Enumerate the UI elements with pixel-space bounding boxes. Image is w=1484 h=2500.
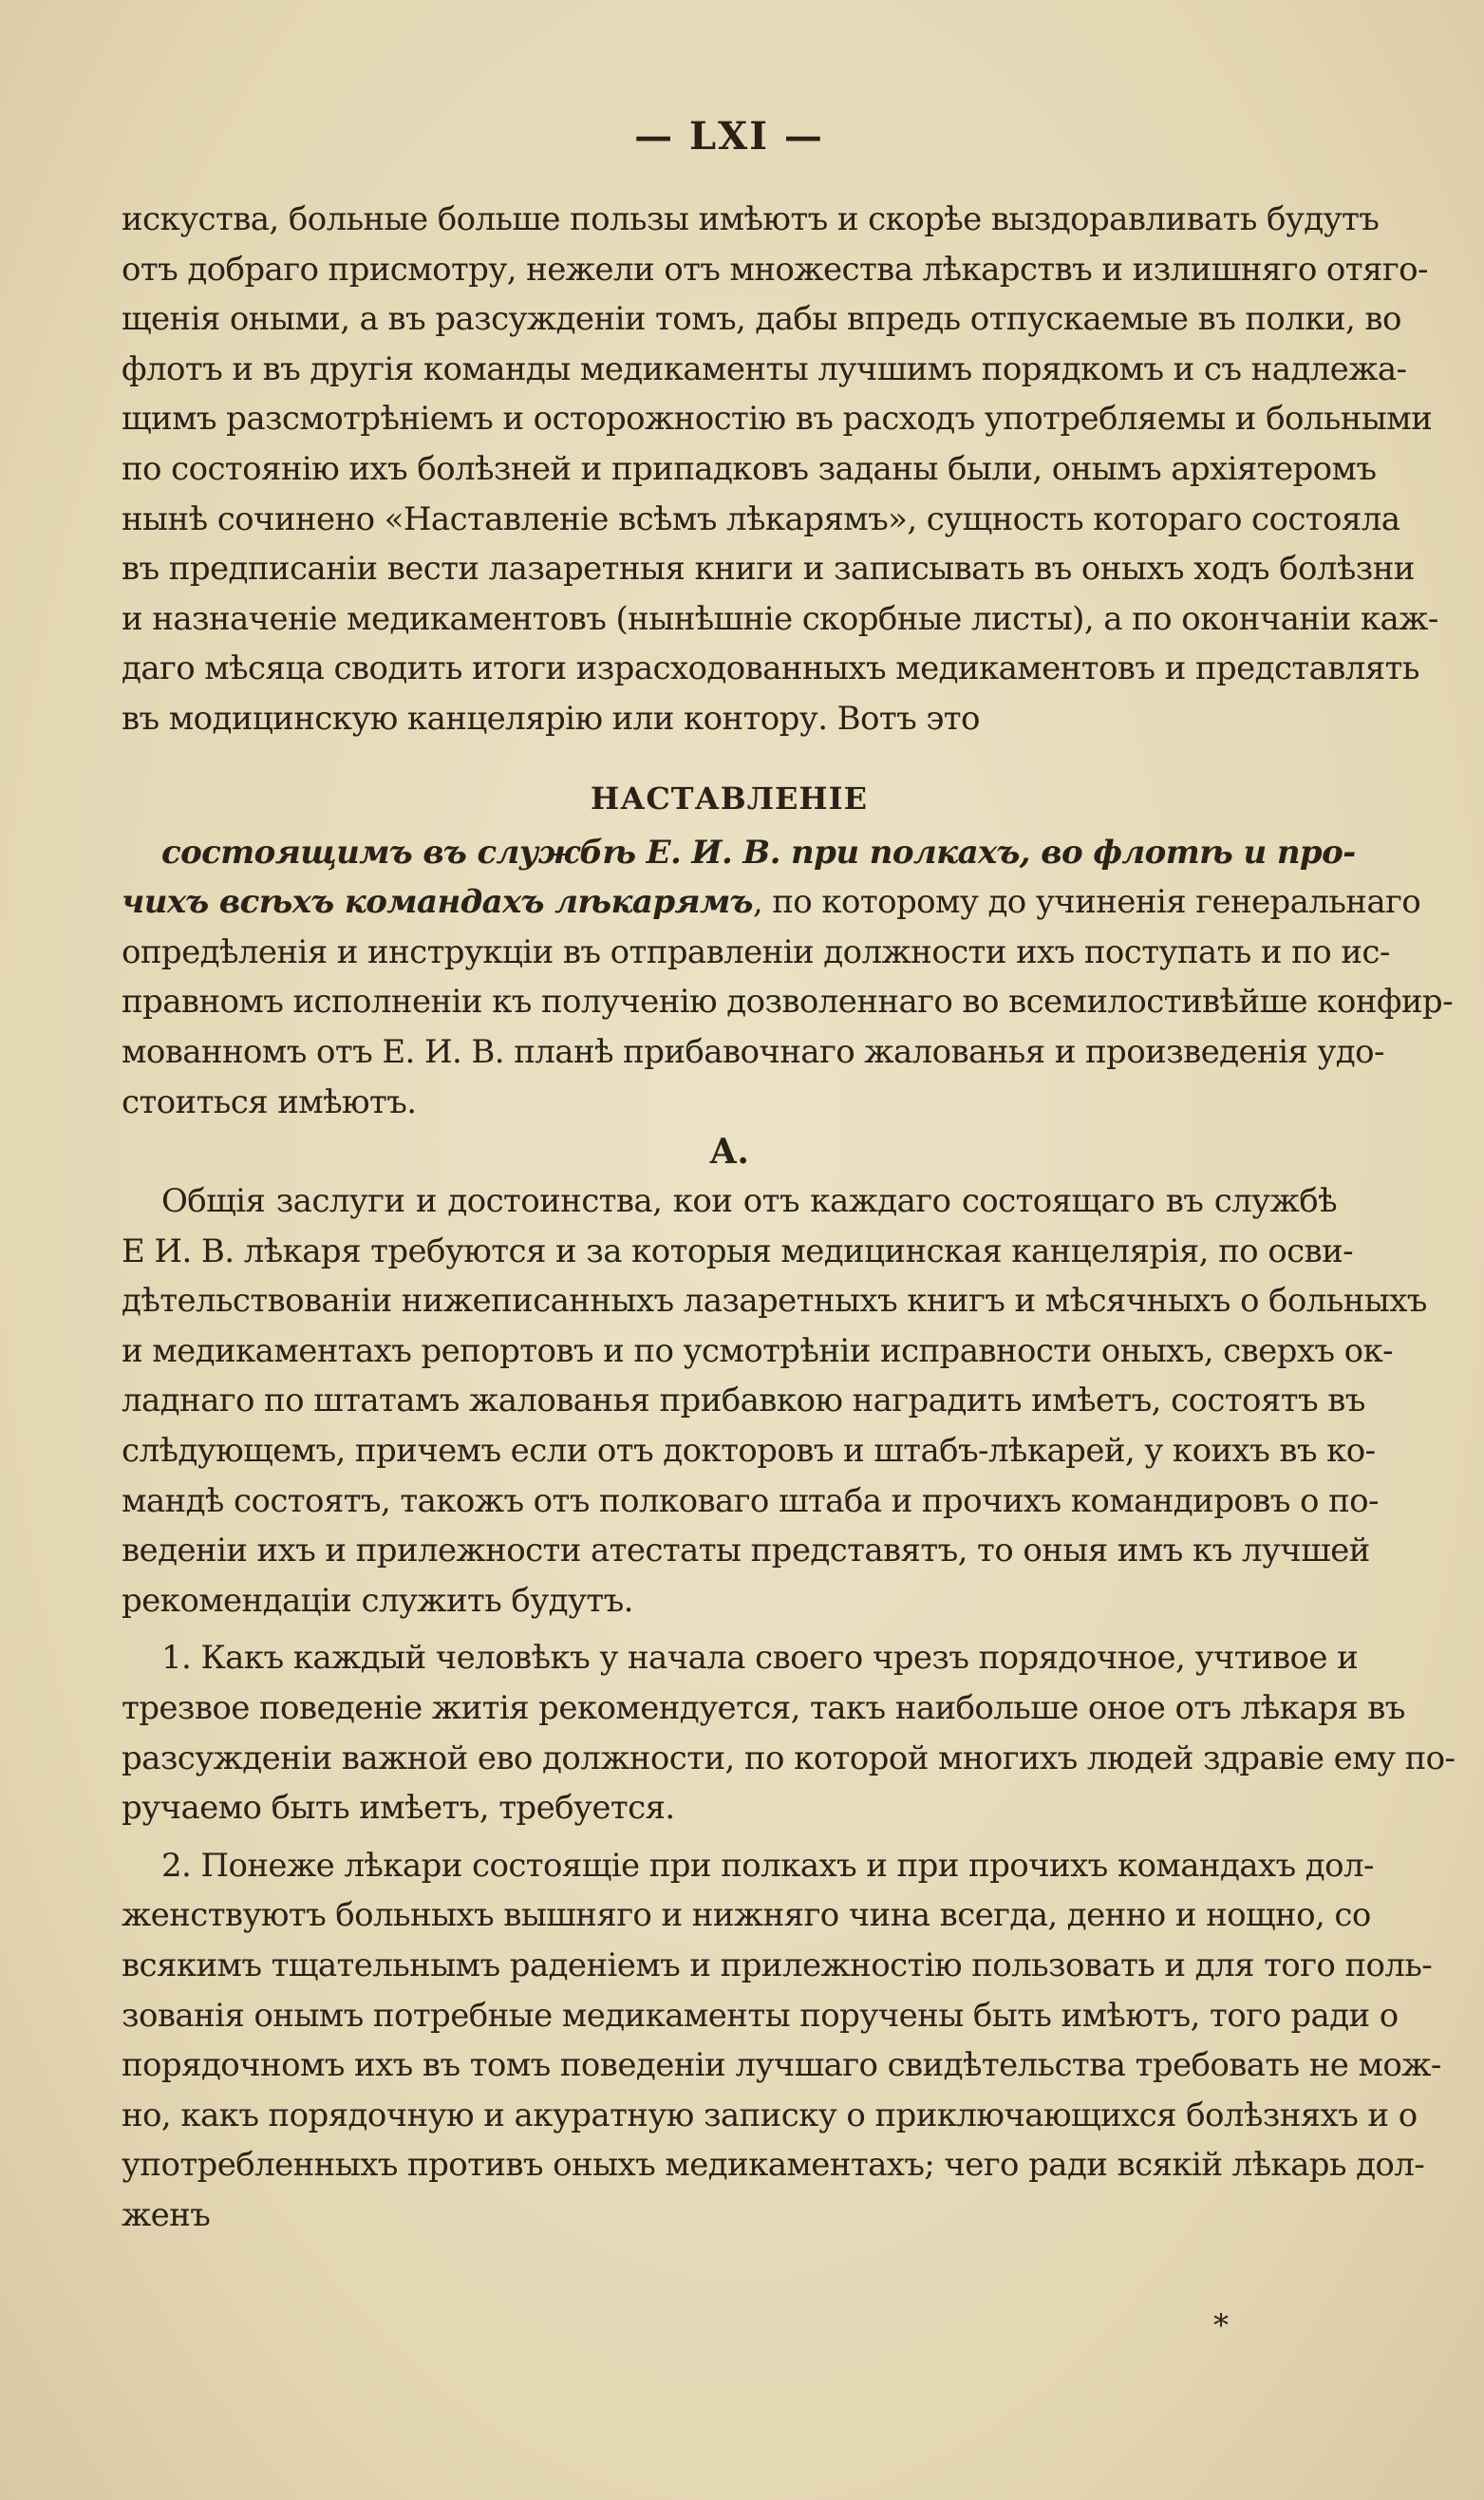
text-line: 2. Понеже лѣкари состоящіе при полкахъ и при прочихъ командахъ дол- [161, 1846, 1374, 1885]
paragraph-4 [122, 1633, 1456, 1833]
text-line: мандѣ состоятъ, такожъ отъ полковаго штаба и прочихъ командировъ о по- [122, 1481, 1379, 1520]
footer-mark: * [1213, 2307, 1229, 2343]
text-line: женъ [122, 2195, 211, 2234]
text-line: мованномъ отъ Е. И. В. планѣ прибавочнаго жалованья и произведенія удо- [122, 1032, 1384, 1071]
section-title: НАСТАВЛЕНІЕ [591, 780, 868, 817]
section-letter: А. [709, 1132, 749, 1173]
text-line: Е И. В. лѣкаря требуются и за которыя медицинская канцелярія, по осви- [122, 1231, 1354, 1270]
text-line: разсужденіи важной ево должности, по которой многихъ людей здравіе ему по- [122, 1739, 1456, 1777]
text-line: ладнаго по штатамъ жалованья прибавкою наградить имѣетъ, состоятъ въ [122, 1382, 1365, 1420]
text-line: опредѣленія и инструкціи въ отправленіи должности ихъ поступать и по ис- [122, 932, 1390, 971]
paragraph-2 [122, 828, 1453, 1128]
paragraph-3 [122, 1176, 1427, 1626]
text-line: всякимъ тщательнымъ раденіемъ и прилежностію пользовать и для того поль- [122, 1946, 1433, 1984]
text-line: веденіи ихъ и прилежности атестаты представятъ, то оныя имъ къ лучшей [122, 1532, 1370, 1570]
paragraph-1 [122, 195, 1438, 744]
text-line: стоиться имѣютъ. [122, 1082, 417, 1121]
text-line: но, какъ порядочную и акуратную записку о приключающихся болѣзняхъ и о [122, 2096, 1418, 2134]
document-page [122, 114, 1456, 2241]
text-line: отъ добраго присмотру, нежели отъ множества лѣкарствъ и излишняго отяго- [122, 250, 1428, 289]
text-line: по состоянію ихъ болѣзней и припадковъ заданы были, онымъ архіятеромъ [122, 449, 1377, 488]
text-line: даго мѣсяца сводить итоги израсходованныхъ медикаментовъ и представлять [122, 649, 1419, 688]
text-line: правномъ исполненіи къ полученію дозволеннаго во всемилостивѣйше конфир- [122, 983, 1453, 1022]
text-line: и медикаментахъ репортовъ и по усмотрѣніи исправности оныхъ, сверхъ ок- [122, 1331, 1394, 1370]
text-line: трезвое поведеніе житія рекомендуется, такъ наибольше оное отъ лѣкаря въ [122, 1689, 1405, 1728]
text-line: щимъ разсмотрѣніемъ и осторожностію въ расходъ употребляемы и больными [122, 400, 1433, 439]
text-line: и назначеніе медикаментовъ (нынѣшніе скорбные листы), а по окончаніи каж- [122, 599, 1438, 638]
text-line: флотъ и въ другія команды медикаменты лучшимъ порядкомъ и съ надлежа- [122, 349, 1407, 388]
text-line: въ модицинскую канцелярію или контору. Вотъ это [122, 699, 980, 738]
text-line: дѣтельствованіи нижеписанныхъ лазаретныхъ книгъ и мѣсячныхъ о больныхъ [122, 1282, 1427, 1321]
text-line: искуства, больные больше пользы имѣютъ и скорѣе выздоравливать будутъ [122, 200, 1380, 238]
paragraph-5 [122, 1841, 1441, 2241]
text-line: рекомендаціи служить будутъ. [122, 1581, 633, 1620]
text-line: порядочномъ ихъ въ томъ поведеніи лучшаго свидѣтельства требовать не мож- [122, 2046, 1441, 2085]
text-line: употребленныхъ противъ оныхъ медикаментахъ; чего ради всякій лѣкарь дол- [122, 2146, 1425, 2185]
text-line: въ предписаніи вести лазаретныя книги и записывать въ оныхъ ходъ болѣзни [122, 550, 1415, 589]
text-line: чихъ всѣхъ командахъ лѣкарямъ, по которому до учиненія генеральнаго [122, 883, 1421, 922]
text-line: зованія онымъ потребные медикаменты поручены быть имѣютъ, того ради о [122, 1996, 1399, 2035]
text-line: женствуютъ больныхъ вышняго и нижняго чина всегда, денно и нощно, со [122, 1896, 1371, 1935]
text-line: 1. Какъ каждый человѣкъ у начала своего чрезъ порядочное, учтивое и [161, 1639, 1359, 1678]
text-line: щенія оными, а въ разсужденіи томъ, дабы впредь отпускаемые въ полки, во [122, 300, 1401, 339]
text-line: слѣдующемъ, причемъ если отъ докторовъ и штабъ-лѣкарей, у коихъ въ ко- [122, 1432, 1376, 1471]
text-line: ручаемо быть имѣетъ, требуется. [122, 1789, 675, 1828]
text-line: состоящимъ въ службѣ Е. И. В. при полкахъ, во флотѣ и про- [161, 833, 1356, 872]
text-line: нынѣ сочинено «Наставленіе всѣмъ лѣкарямъ», сущность котораго состояла [122, 499, 1400, 538]
page-number-header: — LXI — [634, 114, 824, 159]
text-line: Общія заслуги и достоинства, кои отъ каждаго состоящаго въ службѣ [161, 1182, 1337, 1221]
